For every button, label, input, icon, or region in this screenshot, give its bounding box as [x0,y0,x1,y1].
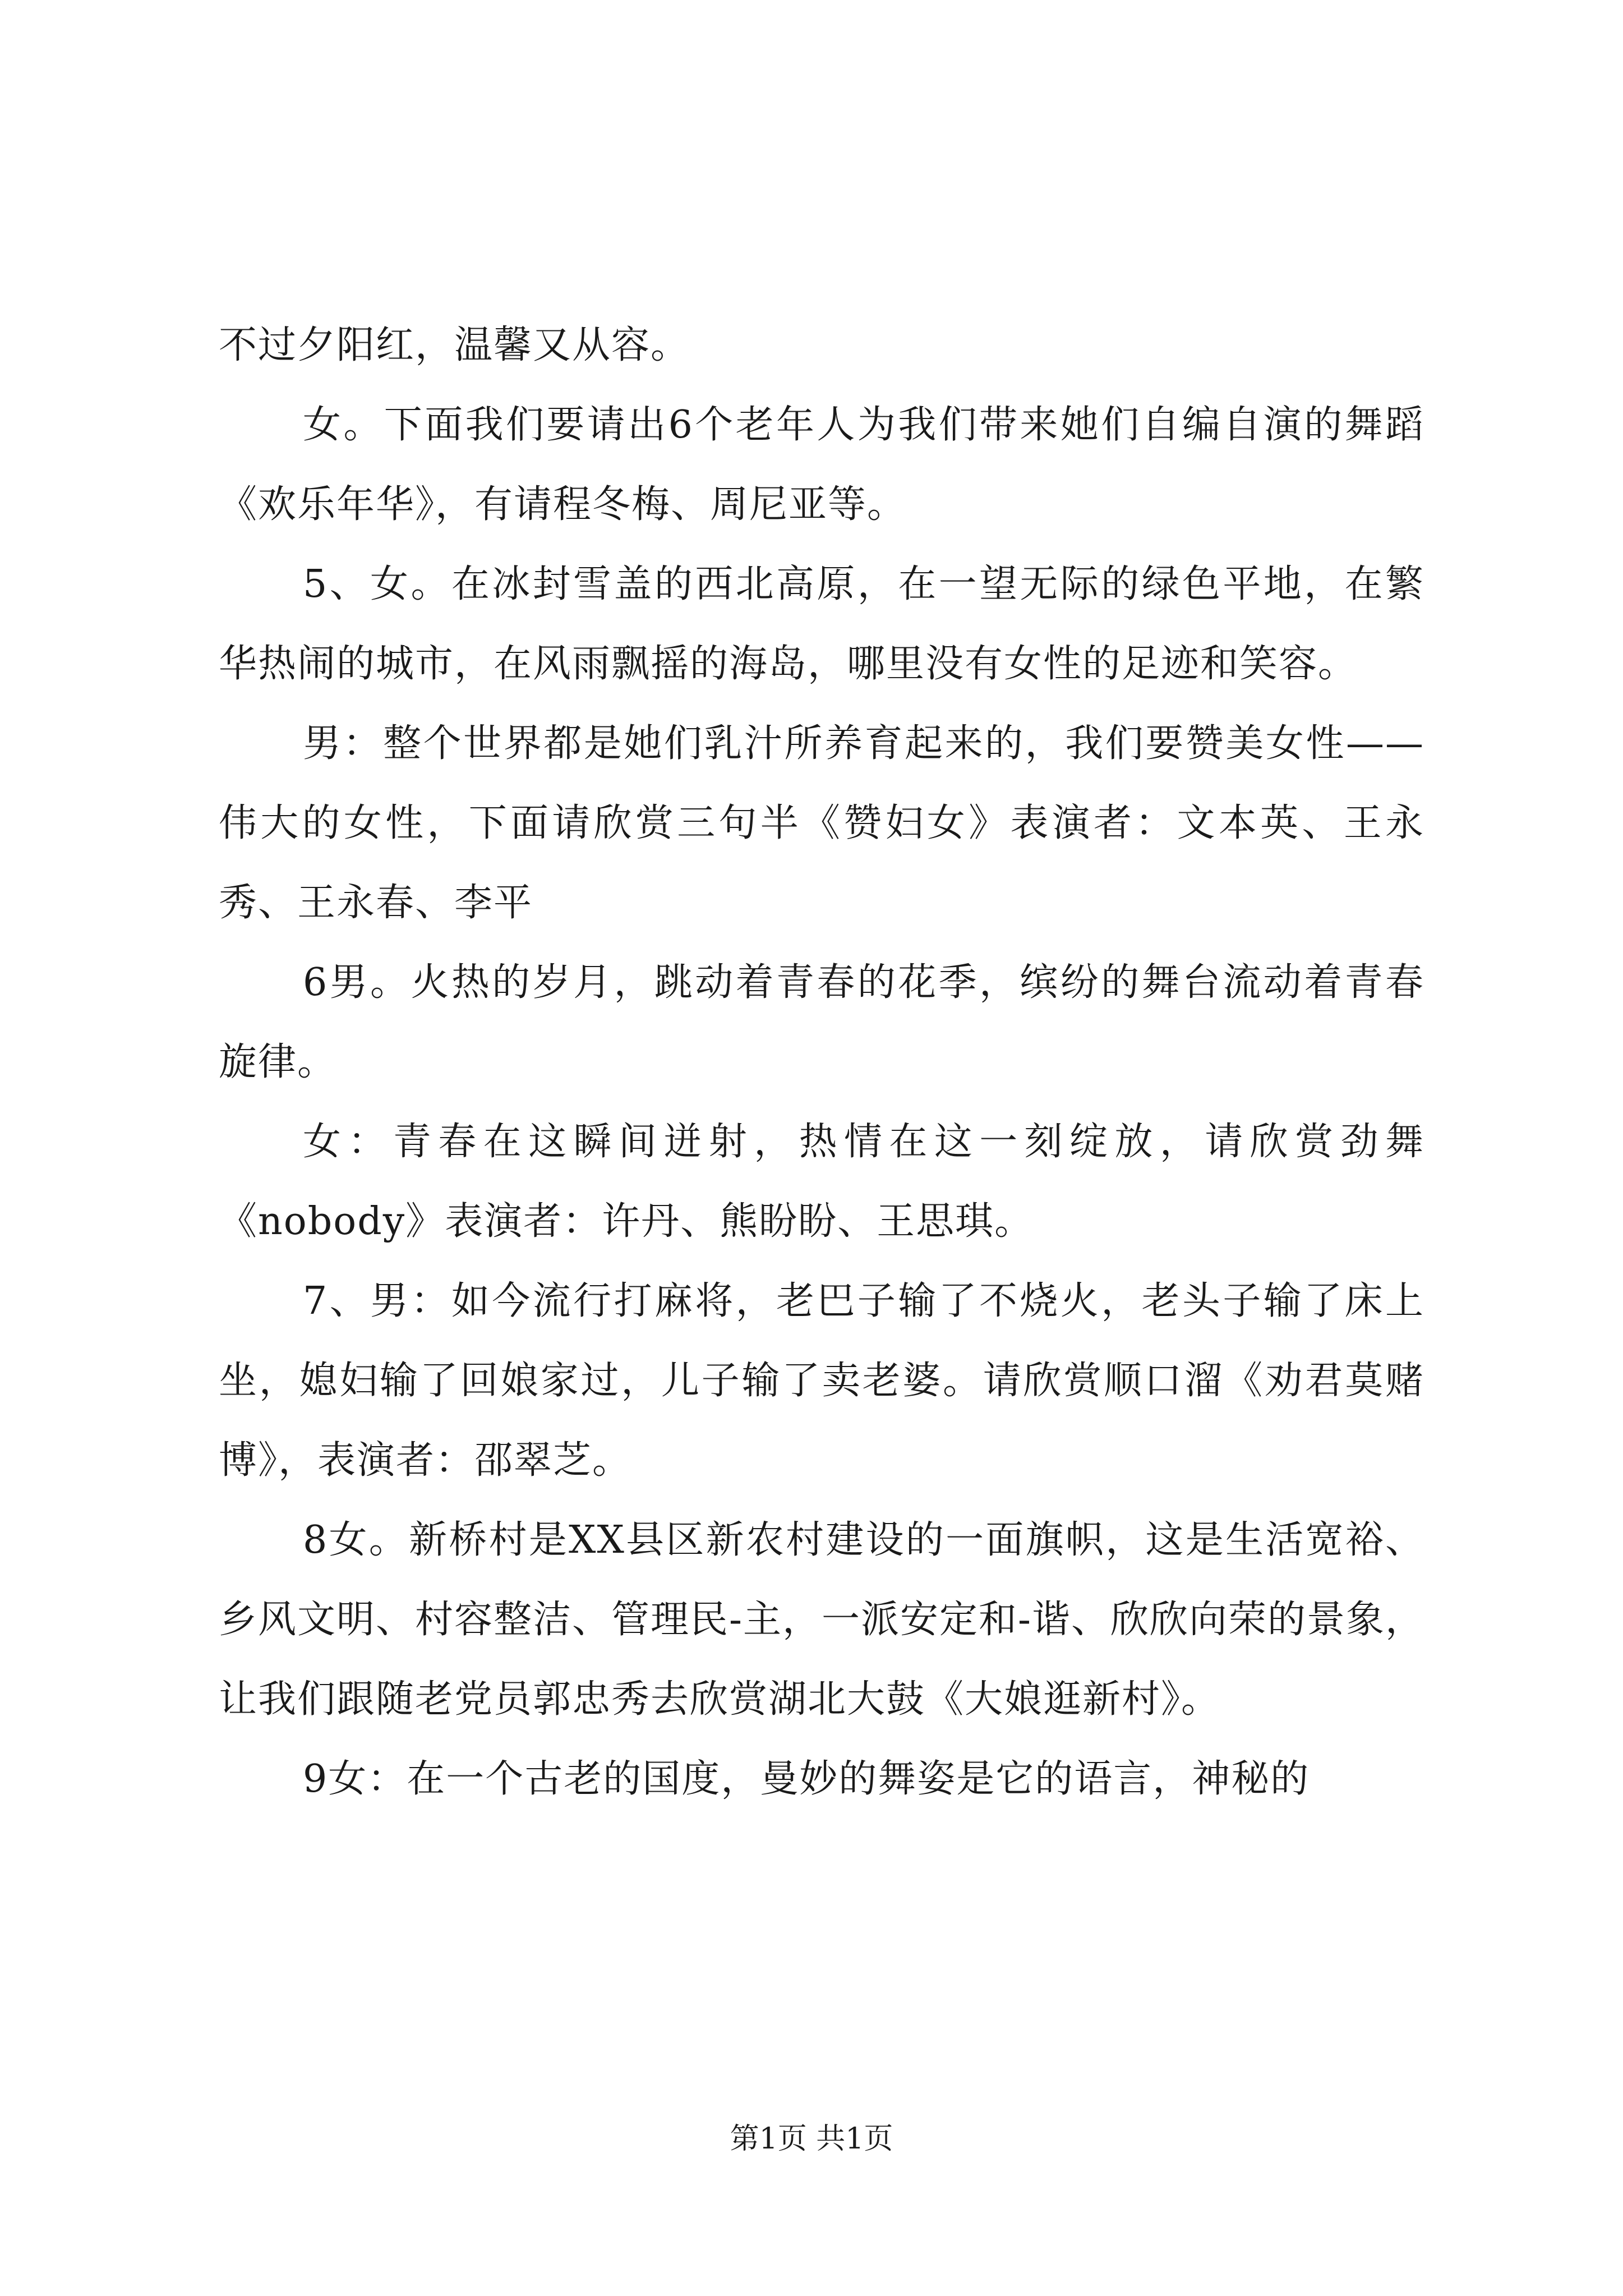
paragraph-5: 6男。火热的岁月，跳动着青春的花季，缤纷的舞台流动着青春旋律。 [219,960,1424,1084]
page-footer: 第1页 共1页 [730,2122,893,2156]
document-body [219,306,1424,1819]
paragraph-9: 9女：在一个古老的国度，曼妙的舞姿是它的语言，神秘的 [303,1757,1310,1801]
paragraph-3: 5、女。在冰封雪盖的西北高原，在一望无际的绿色平地，在繁华热闹的城市，在风雨飘摇的海岛，哪里没有女性的足迹和笑容。 [219,562,1424,686]
paragraph-4: 男：整个世界都是她们乳汁所养育起来的，我们要赞美女性——伟大的女性，下面请欣赏三句半《赞妇女》表演者：文本英、王永秀、王永春、李平 [219,721,1424,925]
paragraph-7: 7、男：如今流行打麻将，老巴子输了不烧火，老头子输了床上坐，媳妇输了回娘家过，儿子输了卖老婆。请欣赏顺口溜《劝君莫赌博》，表演者：邵翠芝。 [219,1279,1424,1483]
paragraph-1: 不过夕阳红，温馨又从容。 [219,323,690,367]
paragraph-6: 女：青春在这瞬间迸射，热情在这一刻绽放，请欣赏劲舞《nobody》表演者：许丹、熊盼盼、王思琪。 [219,1120,1424,1244]
paragraph-8: 8女。新桥村是XX县区新农村建设的一面旗帜，这是生活宽裕、乡风文明、村容整洁、管理民-主，一派安定和-谐、欣欣向荣的景象，让我们跟随老党员郭忠秀去欣赏湖北大鼓《大娘逛新村》。 [219,1518,1424,1722]
paragraph-2: 女。下面我们要请出6个老年人为我们带来她们自编自演的舞蹈《欢乐年华》，有请程冬梅、周尼亚等。 [219,403,1424,527]
